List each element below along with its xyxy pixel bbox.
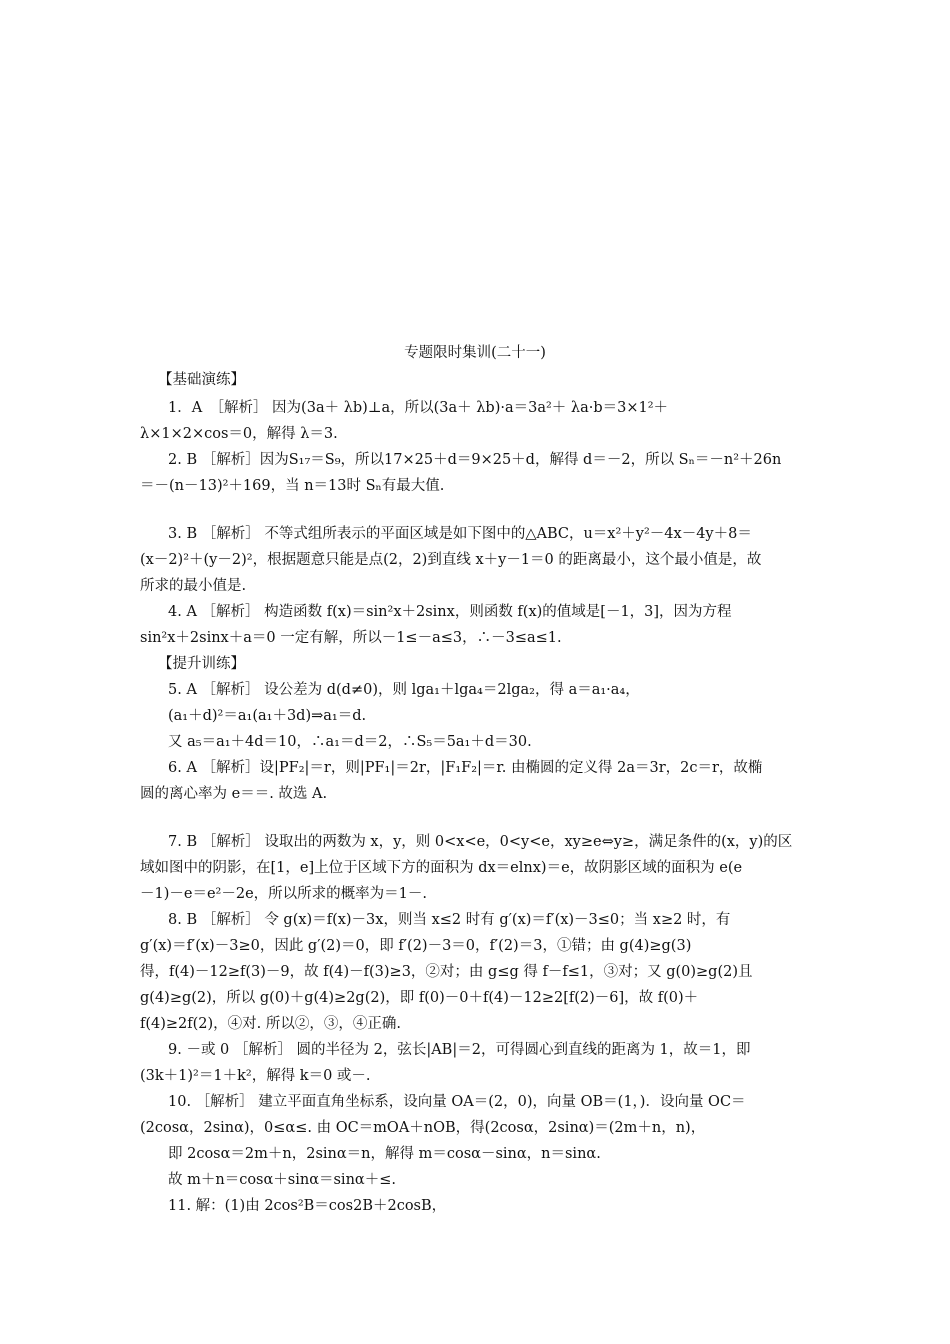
answer-5-line-3: 又 a₅＝a₁＋4d＝10，∴a₁＝d＝2，∴S₅＝5a₁＋d＝30. <box>168 734 532 750</box>
answer-10-line-1: 10. ［解析］ 建立平面直角坐标系，设向量 OA＝(2，0)，向量 OB＝(1，)．设向量 OC＝ <box>168 1094 746 1110</box>
answer-9-line-2: (3k＋1)²＝1＋k²，解得 k＝0 或－. <box>140 1068 371 1084</box>
answer-5-line-1: 5. A ［解析］ 设公差为 d(d≠0)，则 lga₁＋lga₄＝2lga₂，得 a＝a₁·a₄， <box>168 682 640 698</box>
answer-10-line-3: 即 2cosα＝2m＋n，2sinα＝n，解得 m＝cosα－sinα，n＝sinα. <box>168 1146 601 1162</box>
answer-9-line-1: 9. －或 0 ［解析］ 圆的半径为 2，弦长|AB|＝2，可得圆心到直线的距离为 1，故＝1，即 <box>168 1042 751 1058</box>
answer-6-line-2: 圆的离心率为 e＝＝. 故选 A. <box>140 786 328 802</box>
answer-2-line-1: 2. B ［解析］因为S₁₇＝S₉，所以17×25＋d＝9×25＋d，解得 d＝－2，所以 Sₙ＝－n²＋26n <box>168 452 782 468</box>
answer-3-line-1: 3. B ［解析］ 不等式组所表示的平面区域是如下图中的△ABC，u＝x²＋y²－4x－4y＋8＝ <box>168 526 752 542</box>
answer-1-line-2: λ×1×2×cos＝0，解得 λ＝3. <box>140 426 338 442</box>
answer-10-line-4: 故 m＋n＝cosα＋sinα＝sinα＋≤. <box>168 1172 396 1188</box>
answer-2-line-2: ＝－(n－13)²＋169，当 n＝13时 Sₙ有最大值. <box>140 478 445 494</box>
answer-5-line-2: (a₁＋d)²＝a₁(a₁＋3d)⇒a₁＝d. <box>168 708 367 724</box>
answer-8-line-5: f(4)≥2f(2)，④对. 所以②，③，④正确. <box>140 1016 402 1032</box>
section-basic-heading: 【基础演练】 <box>158 372 245 388</box>
answer-4-line-2: sin²x＋2sinx＋a＝0 一定有解，所以－1≤－a≤3，∴－3≤a≤1. <box>140 630 562 646</box>
answer-7-line-2: 域如图中的阴影，在[1，e]上位于区域下方的面积为 dx＝elnx)＝e，故阴影区域的面积为 e(e <box>140 860 743 876</box>
answer-8-line-2: g′(x)＝f′(x)－3≥0，因此 g′(2)＝0，即 f′(2)－3＝0，f′(2)＝3，①错；由 g(4)≥g(3) <box>140 938 692 954</box>
section-advanced-heading: 【提升训练】 <box>158 656 245 672</box>
answer-3-line-3: 所求的最小值是. <box>140 578 247 594</box>
answer-7-line-1: 7. B ［解析］ 设取出的两数为 x，y，则 0<x<e，0<y<e，xy≥e⇔y≥，满足条件的(x，y)的区 <box>168 834 793 850</box>
answer-3-line-2: (x－2)²＋(y－2)²，根据题意只能是点(2，2)到直线 x＋y－1＝0 的距离最小，这个最小值是，故 <box>140 552 762 568</box>
answer-8-line-3: 得，f(4)－12≥f(3)－9，故 f(4)－f(3)≥3，②对；由 g≤g 得 f－f≤1，③对；又 g(0)≥g(2)且 <box>140 964 753 980</box>
answer-1-line-1: 1．A ［解析］ 因为(3a＋ λb)⊥a，所以(3a＋ λb)·a＝3a²＋ λa·b＝3×1²＋ <box>168 400 669 416</box>
answer-7-line-3: －1)－e＝e²－2e，所以所求的概率为＝1－. <box>140 886 427 902</box>
answer-6-line-1: 6. A ［解析］设|PF₂|＝r，则|PF₁|＝2r，|F₁F₂|＝r. 由椭圆的定义得 2a＝3r，2c＝r，故椭 <box>168 760 763 776</box>
answer-8-line-4: g(4)≥g(2)，所以 g(0)＋g(4)≥2g(2)，即 f(0)－0＋f(4)－12≥2[f(2)－6]，故 f(0)＋ <box>140 990 699 1006</box>
answer-10-line-2: (2cosα，2sinα)，0≤α≤. 由 OC＝mOA＋nOB，得(2cosα，2sinα)＝(2m＋n，n)， <box>140 1120 706 1136</box>
answer-8-line-1: 8. B ［解析］ 令 g(x)＝f(x)－3x，则当 x≤2 时有 g′(x)＝f′(x)－3≤0；当 x≥2 时，有 <box>168 912 731 928</box>
page-title: 专题限时集训(二十一) <box>404 345 546 361</box>
answer-11-line-1: 11. 解：(1)由 2cos²B＝cos2B＋2cosB， <box>168 1198 447 1214</box>
answer-4-line-1: 4. A ［解析］ 构造函数 f(x)＝sin²x＋2sinx，则函数 f(x)的值域是[－1，3]，因为方程 <box>168 604 732 620</box>
